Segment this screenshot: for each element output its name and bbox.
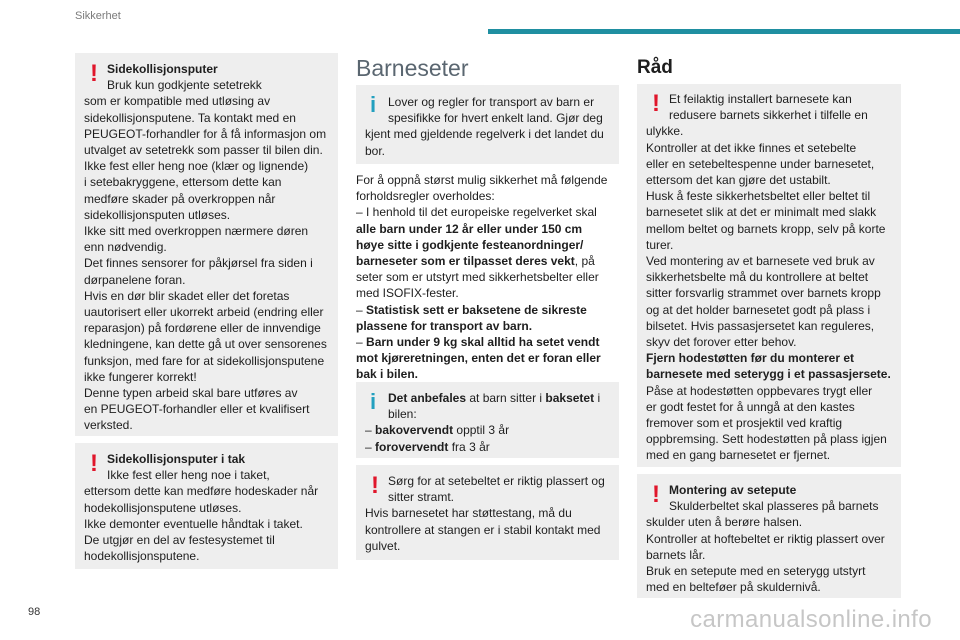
text-line	[356, 350, 626, 366]
warning-box-side-airbags	[75, 53, 338, 436]
text-line: hodekollisjonsputene utløses.	[84, 500, 242, 515]
text-line: funksjon, med fare for at sidekollisjonsputene	[84, 353, 325, 368]
text-line: sitter forsvarlig strammet over barnets kropp	[646, 286, 881, 301]
text-line: med en gang barnesetet er fjernet.	[646, 448, 831, 463]
bold-text: bakovervendt	[375, 423, 454, 438]
warning-title: Sidekollisjonsputer i tak	[107, 452, 246, 466]
text-line: verksted.	[84, 418, 133, 433]
warning-box-seatbelt	[356, 465, 619, 560]
text-line	[356, 237, 626, 253]
text-line	[356, 318, 626, 334]
text-line: som er kompatible med utløsing av	[84, 94, 271, 109]
page-number: 98	[28, 606, 41, 618]
bold-text: forovervendt	[375, 439, 449, 454]
text-line: er godt festet for å unngå at den kastes	[646, 399, 855, 414]
text-line: oppbremsing. Sett hodestøtten på plass igjen	[646, 432, 887, 447]
text-line	[646, 366, 893, 382]
bold-text: baksetet	[545, 391, 595, 405]
bold-text: Fjern hodestøtten før du monterer et	[646, 351, 855, 366]
text-line: i setebakryggene, ettersom dette kan	[84, 175, 282, 190]
text-line: dørpanelene foran.	[84, 272, 186, 287]
text-line: sitter stramt.	[388, 490, 455, 505]
warning-box-booster-seat	[637, 474, 901, 598]
watermark: carmanualsonline.info	[690, 606, 932, 633]
text-line: bor.	[365, 143, 386, 158]
info-icon: i	[370, 389, 377, 414]
text-line: med ISOFIX-fester.	[356, 286, 459, 301]
text-fragment: , på	[574, 254, 595, 269]
warning-box-child-seat-advice	[637, 84, 901, 467]
text-line: kontrollere at stangen er i stabil kontakt med	[365, 522, 601, 537]
text-line: ettersom dette kan medføre hodeskader når	[84, 484, 319, 499]
section-title-barneseter: Barneseter	[356, 55, 469, 81]
text-line: kledningene, kan dette gå ut over sensorenes	[84, 337, 327, 352]
text-line: gulvet.	[365, 538, 401, 553]
bold-text: plassene for transport av barn.	[356, 318, 533, 333]
text-line: Ved montering av et barnesete ved bruk av	[646, 254, 875, 269]
text-line: turer.	[646, 237, 674, 252]
bold-text: alle barn under 12 år eller under 150 cm	[356, 221, 583, 236]
text-line: bilsetet. Hvis passasjersetet kan reguleres,	[646, 318, 875, 333]
text-line	[365, 422, 611, 438]
bold-text: Barn under 9 kg skal alltid ha setet vendt	[366, 335, 600, 350]
text-line: Et feilaktig installert barnesete kan	[669, 92, 852, 106]
info-box-recommendation	[356, 382, 619, 458]
text-fragment: i	[594, 391, 601, 405]
text-line: enn nødvendig.	[84, 240, 167, 255]
text-line: Lover og regler for transport av barn er	[388, 95, 595, 109]
text-line: hodekollisjonsputene.	[84, 549, 200, 564]
text-line: Kontroller at hoftebeltet er riktig plassert over	[646, 531, 885, 546]
text-line: bilen:	[388, 407, 417, 422]
bold-text: barneseter som er tilpasset deres vekt	[356, 254, 575, 269]
text-line: Ikke fest eller heng noe (klær og lignende)	[84, 159, 309, 174]
text-line: medføre skader på overkroppen når	[84, 191, 276, 206]
body-text	[356, 172, 626, 383]
text-line: redusere barnets sikkerhet i tilfelle en	[669, 108, 868, 123]
bold-text: Statistisk sett er baksetene de sikreste	[366, 302, 587, 317]
text-line: kjent med gjeldende regelverk i det landet du	[365, 127, 604, 142]
header-accent-bar	[488, 29, 960, 34]
warning-icon: !	[90, 60, 98, 87]
text-line: Ikke fest eller heng noe i taket,	[107, 468, 270, 483]
text-line	[356, 334, 626, 350]
text-line: uautorisert eller ukorrekt arbeid (endring eller	[84, 305, 324, 320]
text-line: PEUGEOT-forhandler for å få informasjon om	[84, 126, 327, 141]
text-line: Påse at hodestøtten oppbevares trygt eller	[646, 383, 873, 398]
text-line: barnesetet slik at det er minimalt med slakk	[646, 205, 877, 220]
text-line: Bruk kun godkjente setetrekk	[107, 78, 262, 93]
text-line: Ikke demonter eventuelle håndtak i taket.	[84, 516, 303, 531]
text-line: skulder uten å berøre halsen.	[646, 515, 803, 530]
text-line: Sørg for at setebeltet er riktig plassert og	[388, 474, 605, 488]
text-line: Hvis barnesetet har støttestang, må du	[365, 506, 572, 521]
text-fragment: fra 3 år	[448, 439, 490, 454]
bold-text: høye sitte i godkjente festeanordninger/	[356, 237, 584, 252]
text-line: forholdsregler overholdes:	[356, 189, 495, 204]
text-line	[356, 221, 626, 237]
text-line: barnets lår.	[646, 547, 706, 562]
text-line: eller en setebeltespenne under barnesetet,	[646, 156, 875, 171]
text-line: spesifikke for hvert enkelt land. Gjør deg	[388, 111, 603, 126]
warning-title: Sidekollisjonsputer	[107, 62, 218, 76]
text-line: ettersom det kan gjøre det ustabilt.	[646, 173, 831, 188]
warning-title: Montering av setepute	[669, 483, 797, 497]
dash: –	[365, 439, 372, 454]
text-line: fremover som et prosjektil ved kraftig	[646, 416, 843, 431]
text-line: og at det holder barnesetet godt på plass i	[646, 302, 871, 317]
text-line: sikkerhetsbelte må du kontrollere at beltet	[646, 270, 869, 285]
dash: –	[356, 302, 363, 317]
warning-icon: !	[90, 450, 98, 477]
text-line: ulykke.	[646, 124, 684, 139]
text-line: mellom beltet og barnets kropp, selv på korte	[646, 221, 886, 236]
text-line: med en belteføer på skuldernivå.	[646, 580, 821, 595]
text-line: en PEUGEOT-forhandler eller et kvalifisert	[84, 402, 310, 417]
warning-icon: !	[652, 90, 660, 117]
text-line: – I henhold til det europeiske regelverket skal	[356, 205, 597, 220]
bold-text: mot kjøreretningen, enten det er foran eller	[356, 351, 601, 366]
text-line: reparasjon) på fordørene eller de innvendige	[84, 321, 321, 336]
text-line: Denne typen arbeid skal bare utføres av	[84, 386, 298, 401]
header-section-label: Sikkerhet	[75, 10, 121, 22]
text-line	[646, 350, 893, 366]
text-line	[356, 302, 626, 318]
text-line: sidekollisjonsputen utløses.	[84, 207, 231, 222]
dash: –	[356, 335, 363, 350]
text-line: ikke fungerer korrekt!	[84, 369, 197, 384]
bold-text: bak i bilen.	[356, 367, 419, 382]
text-line: seter som er utstyrt med sikkerhetsbelter eller	[356, 270, 599, 285]
section-title-rad: Råd	[637, 57, 673, 78]
text-line	[365, 390, 611, 406]
text-fragment: at barn sitter i	[466, 391, 546, 405]
text-line	[365, 439, 611, 455]
text-line: utvalget av setetrekk som passer til bilen din.	[84, 143, 323, 158]
warning-icon: !	[652, 481, 660, 508]
text-line: Husk å feste sikkerhetsbeltet eller beltet til	[646, 189, 871, 204]
info-box-regulations	[356, 85, 619, 164]
text-line: Bruk en setepute med en seterygg utstyrt	[646, 564, 866, 579]
text-line: Kontroller at det ikke finnes et setebelte	[646, 140, 857, 155]
text-line: For å oppnå størst mulig sikkerhet må følgende	[356, 173, 608, 187]
warning-icon: !	[371, 472, 379, 499]
text-line: De utgjør en del av festesystemet til	[84, 533, 275, 548]
bold-text: Det anbefales	[388, 391, 467, 405]
text-line	[356, 366, 626, 382]
dash: –	[365, 423, 372, 438]
text-line	[356, 253, 626, 269]
bold-text: barnesete med seterygg i et passasjersete.	[646, 367, 891, 382]
text-line: sidekollisjonsputene. Ta kontakt med en	[84, 110, 296, 125]
text-line: skyv det forover etter behov.	[646, 335, 797, 350]
warning-box-roof-airbags	[75, 443, 338, 569]
text-line: Ikke sitt med overkroppen nærmere døren	[84, 224, 309, 239]
info-icon: i	[370, 92, 377, 117]
text-line: Hvis en dør blir skadet eller det foretas	[84, 288, 290, 303]
text-line: Det finnes sensorer for påkjørsel fra siden i	[84, 256, 313, 271]
text-line: Skulderbeltet skal plasseres på barnets	[669, 499, 879, 514]
text-fragment: opptil 3 år	[453, 423, 510, 438]
